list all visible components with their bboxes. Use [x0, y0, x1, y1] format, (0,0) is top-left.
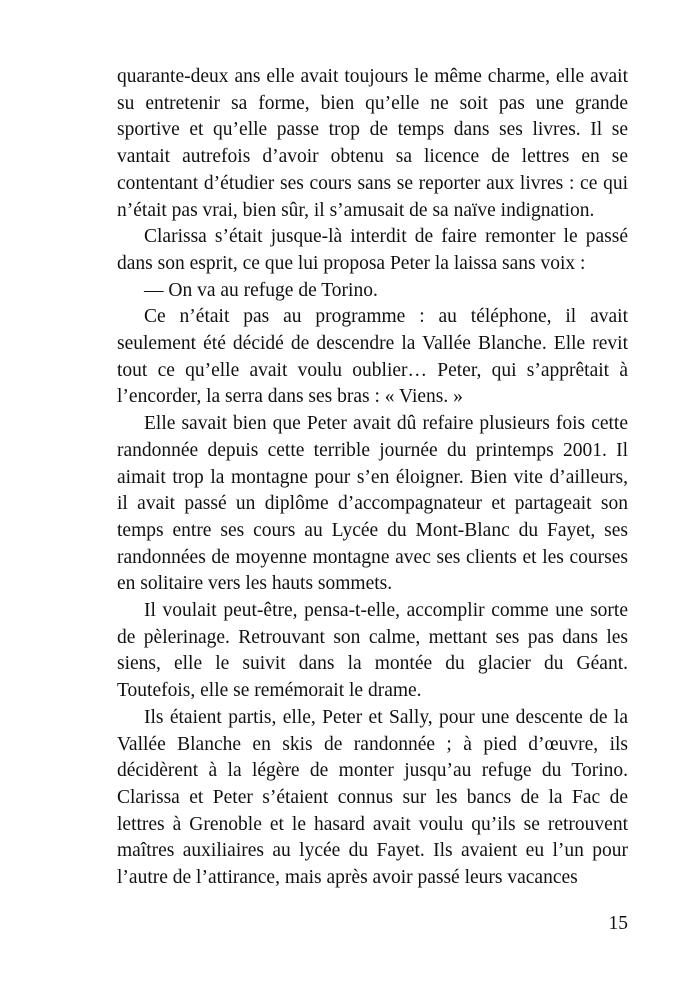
- paragraph-7: Ils étaient partis, elle, Peter et Sally, pour une descente de la Vallée Blanche en skis de randonnée ; à pied d’œuvre, ils décidèrent à la légère de monter jusqu’au refuge du Torino. Clarissa et Peter s’étaient connus sur les bancs de la Fac de lettres à Grenoble et le hasard avait voulu qu’ils se retrouvent maîtres auxiliaires au lycée du Fayet. Ils avaient eu l’un pour l’autre de l’attirance, mais après avoir passé leurs vacances: [117, 706, 628, 889]
- paragraph-6: Il voulait peut-être, pensa-t-elle, accomplir comme une sorte de pèlerinage. Retrouvant son calme, mettant ses pas dans les siens, elle le suivit dans la montée du glacier du Géant. Toutefois, elle se remémorait le drame.: [117, 600, 628, 702]
- paragraph-2: Clarissa s’était jusque-là interdit de faire remonter le passé dans son esprit, ce que lui proposa Peter la laissa sans voix :: [117, 226, 628, 274]
- body-text: [117, 64, 628, 892]
- paragraph-1: quarante-deux ans elle avait toujours le même charme, elle avait su entretenir sa forme, bien qu’elle ne soit pas une grande sportive et qu’elle passe trop de temps dans ses livres. Il se vantait autrefois d’avoir obtenu sa licence de lettres en se contentant d’étudier ses cours sans se reporter aux livres : ce qui n’était pas vrai, bien sûr, il s’amusait de sa naïve indignation.: [117, 66, 628, 221]
- paragraph-5: Elle savait bien que Peter avait dû refaire plusieurs fois cette randonnée depuis cette terrible journée du printemps 2001. Il aimait trop la montagne pour s’en éloigner. Bien vite d’ailleurs, il avait passé un diplôme d’accompagnateur et partageait son temps entre ses cours au Lycée du Mont-Blanc du Fayet, ses randonnées de moyenne montagne avec ses clients et les courses en solitaire vers les hauts sommets.: [117, 413, 628, 595]
- paragraph-3-dialogue: — On va au refuge de Torino.: [144, 279, 378, 301]
- page-number: 15: [608, 913, 628, 934]
- paragraph-4: Ce n’était pas au programme : au téléphone, il avait seulement été décidé de descendre la Vallée Blanche. Elle revit tout ce qu’elle avait voulu oublier… Peter, qui s’apprêtait à l’encorder, la serra dans ses bras : « Viens. »: [117, 306, 628, 408]
